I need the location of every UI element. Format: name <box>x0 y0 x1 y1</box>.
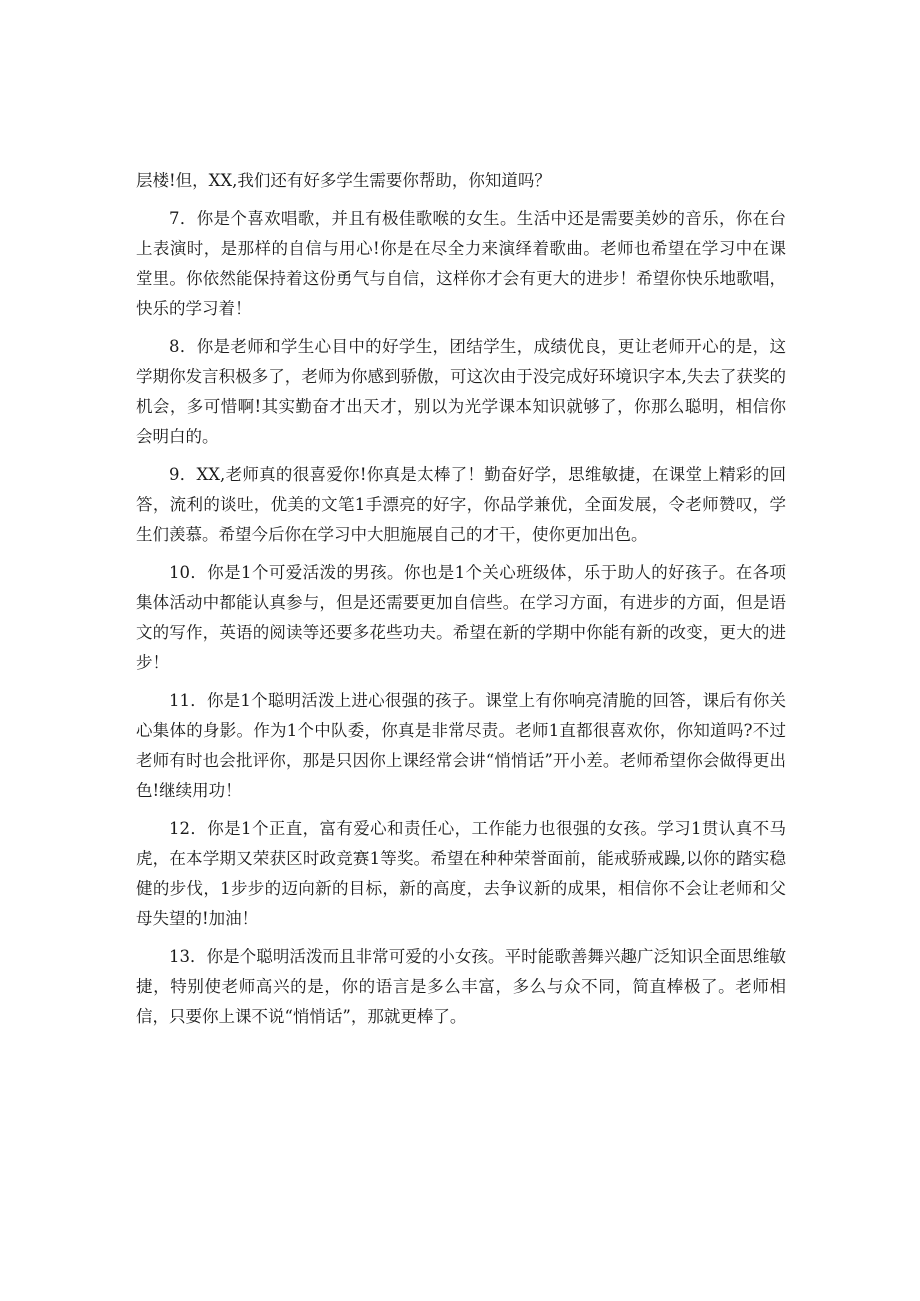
paragraph-item-7: 7．你是个喜欢唱歌，并且有极佳歌喉的女生。生活中还是需要美妙的音乐，你在台上表演时，是那样的自信与用心!你是在尽全力来演绎着歌曲。老师也希望在学习中在课堂里。你依然能保持着这份勇气与自信，这样你才会有更大的进步！希望你快乐地歌唱，快乐的学习着！ <box>136 209 786 318</box>
paragraph-item-8: 8．你是老师和学生心目中的好学生，团结学生，成绩优良，更让老师开心的是，这学期你发言积极多了，老师为你感到骄傲，可这次由于没完成好环境识字本,失去了获奖的机会，多可惜啊!其实勤奋才出天才，别以为光学课本知识就够了，你那么聪明，相信你会明白的。 <box>136 337 786 446</box>
document-body <box>136 166 786 1040</box>
paragraph-item-9: 9．XX,老师真的很喜爱你!你真是太棒了！勤奋好学，思维敏捷，在课堂上精彩的回答，流利的谈吐，优美的文笔1手漂亮的好字，你品学兼优，全面发展，令老师赞叹，学生们羡慕。希望今后你在学习中大胆施展自己的才干，使你更加出色。 <box>136 465 786 544</box>
paragraph-item-10: 10．你是1个可爱活泼的男孩。你也是1个关心班级体，乐于助人的好孩子。在各项集体活动中都能认真参与，但是还需要更加自信些。在学习方面，有进步的方面，但是语文的写作，英语的阅读等还要多花些功夫。希望在新的学期中你能有新的改变，更大的进步！ <box>136 563 786 672</box>
paragraph-item-11: 11．你是1个聪明活泼上进心很强的孩子。课堂上有你响亮清脆的回答，课后有你关心集体的身影。作为1个中队委，你真是非常尽责。老师1直都很喜欢你，你知道吗?不过老师有时也会批评你，那是只因你上课经常会讲“悄悄话”开小差。老师希望你会做得更出色!继续用功！ <box>136 691 786 800</box>
paragraph-item-12: 12．你是1个正直，富有爱心和责任心，工作能力也很强的女孩。学习1贯认真不马虎，在本学期又荣获区时政竞赛1等奖。希望在种种荣誉面前，能戒骄戒躁,以你的踏实稳健的步伐，1步步的迈向新的目标，新的高度，去争议新的成果，相信你不会让老师和父母失望的!加油！ <box>136 819 786 928</box>
paragraph-continuation: 层楼!但，XX,我们还有好多学生需要你帮助，你知道吗？ <box>136 171 551 190</box>
paragraph-item-13: 13．你是个聪明活泼而且非常可爱的小女孩。平时能歌善舞兴趣广泛知识全面思维敏捷，特别使老师高兴的是，你的语言是多么丰富，多么与众不同，简直棒极了。老师相信，只要你上课不说“悄悄话”，那就更棒了。 <box>136 947 786 1026</box>
